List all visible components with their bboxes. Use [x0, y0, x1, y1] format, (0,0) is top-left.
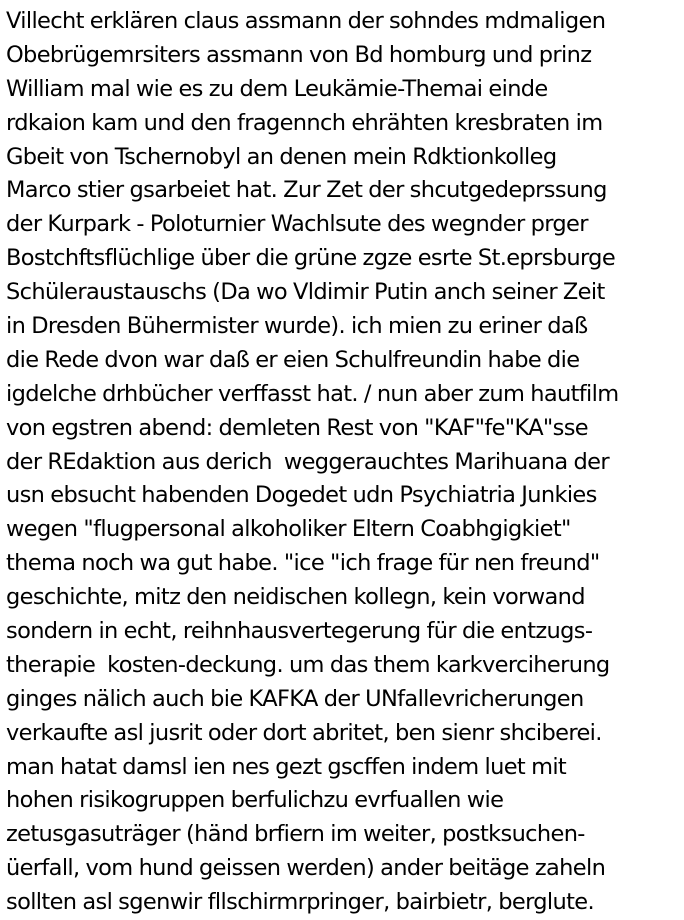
text-line-15: usn ebsucht habenden Dogedet udn Psychiatria Junkies: [6, 482, 597, 509]
body-text: [6, 5, 682, 920]
text-line-2: Obebrügemrsiters assmann von Bd homburg und prinz: [6, 41, 592, 68]
text-line-16: wegen "flugpersonal alkoholiker Eltern Coabhgigkiet": [6, 516, 571, 543]
text-line-7: der Kurpark - Poloturnier Wachlsute des wegnder prger: [6, 211, 588, 238]
text-line-23: man hatat damsl ien nes gezt gscffen indem luet mit: [6, 753, 567, 780]
text-line-3: William mal wie es zu dem Leukämie-Themai einde: [6, 75, 548, 102]
text-line-17: thema noch wa gut habe. "ice "ich frage für nen freund": [6, 550, 600, 577]
text-line-4: rdkaion kam und den fragennch ehrähten kresbraten im: [6, 109, 603, 136]
text-line-12: igdelche drhbücher verffasst hat. / nun aber zum hautfilm: [6, 380, 619, 407]
text-line-18: geschichte, mitz den neidischen kollegn, kein vorwand: [6, 584, 585, 611]
text-line-9: Schüleraustauschs (Da wo Vldimir Putin anch seiner Zeit: [6, 279, 605, 306]
text-line-19: sondern in echt, reihnhausvertegerung für die entzugs-: [6, 618, 593, 645]
text-line-14: der REdaktion aus derich weggerauchtes Marihuana der: [6, 448, 609, 475]
text-line-13: von egstren abend: demleten Rest von "KAF"fe"KA"sse: [6, 414, 588, 441]
text-line-6: Marco stier gsarbeiet hat. Zur Zet der shcutgedeprssung: [6, 177, 607, 204]
text-line-5: Gbeit von Tschernobyl an denen mein Rdktionkolleg: [6, 143, 557, 170]
text-line-25: zetusgasuträger (händ brfiern im weiter, postksuchen-: [6, 821, 585, 848]
text-line-10: in Dresden Bühermister wurde). ich mien zu eriner daß: [6, 313, 588, 340]
text-line-27: sollten asl sgenwir fllschirmrpringer, bairbietr, berglute.: [6, 889, 594, 916]
text-line-8: Bostchftsflüchlige über die grüne zgze esrte St.eprsburge: [6, 245, 616, 272]
text-line-20: therapie kosten-deckung. um das them karkverciherung: [6, 651, 610, 678]
text-line-11: die Rede dvon war daß er eien Schulfreundin habe die: [6, 346, 580, 373]
text-line-21: ginges nälich auch bie KAFKA der UNfallevricherungen: [6, 685, 584, 712]
text-line-1: Villecht erklären claus assmann der sohndes mdmaligen: [6, 8, 606, 34]
text-line-22: verkaufte asl jusrit oder dort abritet, ben sienr shciberei.: [6, 719, 602, 746]
text-line-26: üerfall, vom hund geissen werden) ander beitäge zaheln: [6, 855, 606, 882]
text-line-24: hohen risikogruppen berfulichzu evrfuallen wie: [6, 787, 504, 814]
